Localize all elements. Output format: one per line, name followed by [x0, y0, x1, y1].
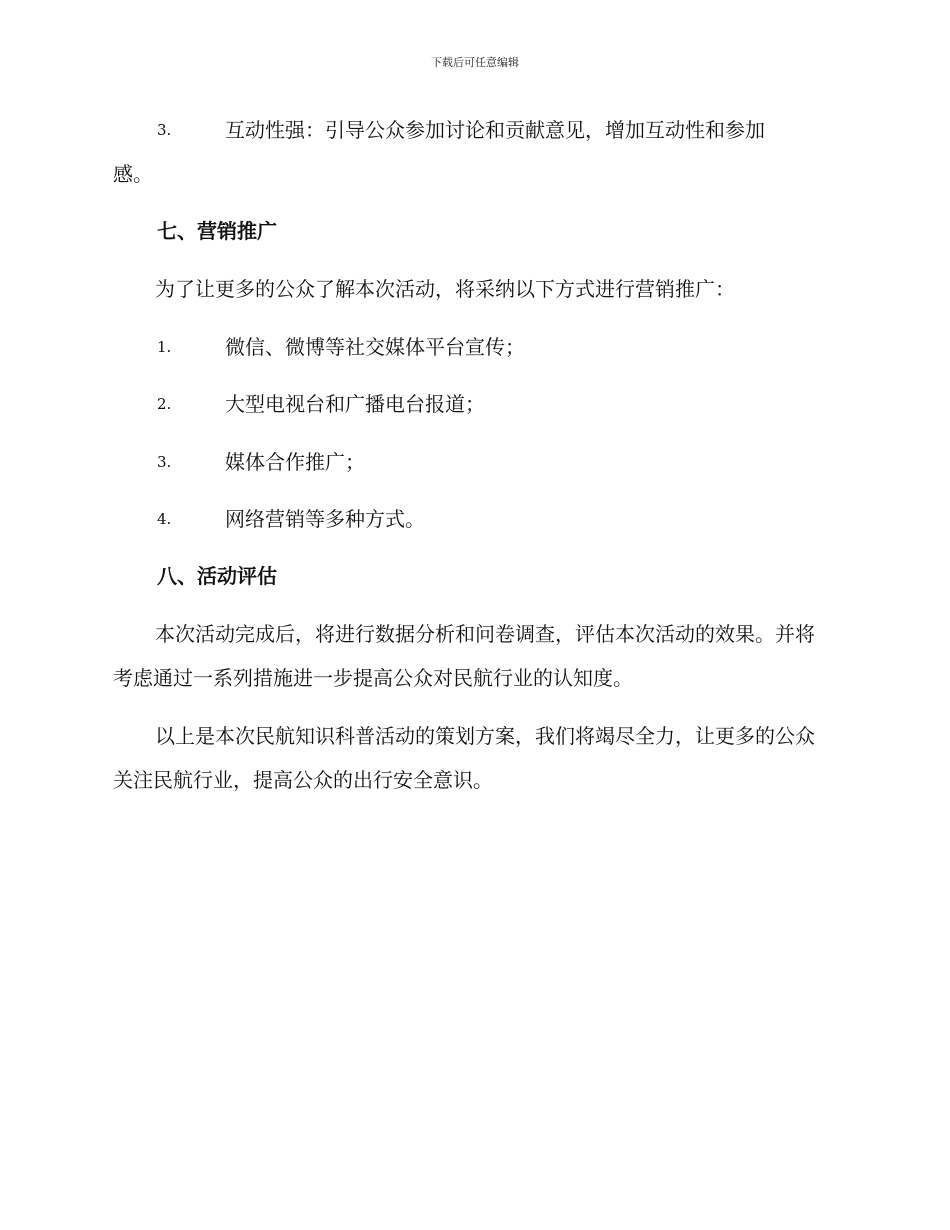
page-header: 下载后可任意编辑 [431, 56, 519, 69]
list-number: 4. [157, 510, 172, 528]
paragraph: 为了让更多的公众了解本次活动，将采纳以下方式进行营销推广： [155, 277, 735, 301]
list-text: 大型电视台和广播电台报道； [225, 392, 485, 416]
list-item-interaction [113, 108, 833, 196]
evaluation-paragraph [113, 612, 833, 700]
list-item [157, 497, 425, 541]
list-text: 互动性强：引导公众参加讨论和贡献意见，增加互动性和参加 [225, 118, 765, 142]
list-number: 3. [157, 121, 172, 139]
closing-paragraph [113, 714, 833, 802]
list-number: 1. [157, 338, 172, 356]
marketing-intro [113, 267, 833, 311]
paragraph: 本次活动完成后，将进行数据分析和问卷调查，评估本次活动的效果。并将考虑通过一系列措施进一步提高公众对民航行业的认知度。 [113, 622, 815, 690]
paragraph: 以上是本次民航知识科普活动的策划方案，我们将竭尽全力，让更多的公众关注民航行业，提高公众的出行安全意识。 [113, 724, 815, 792]
list-text-continuation: 感。 [113, 162, 153, 186]
list-item [157, 325, 525, 369]
list-number: 2. [157, 395, 172, 413]
list-number: 3. [157, 453, 172, 471]
list-text: 媒体合作推广； [225, 450, 365, 474]
section-heading-evaluation: 八、活动评估 [157, 564, 277, 588]
list-text: 微信、微博等社交媒体平台宣传； [225, 335, 525, 359]
list-item [157, 440, 365, 484]
list-text: 网络营销等多种方式。 [225, 507, 425, 531]
section-heading-marketing: 七、营销推广 [157, 219, 277, 243]
list-item [157, 382, 485, 426]
